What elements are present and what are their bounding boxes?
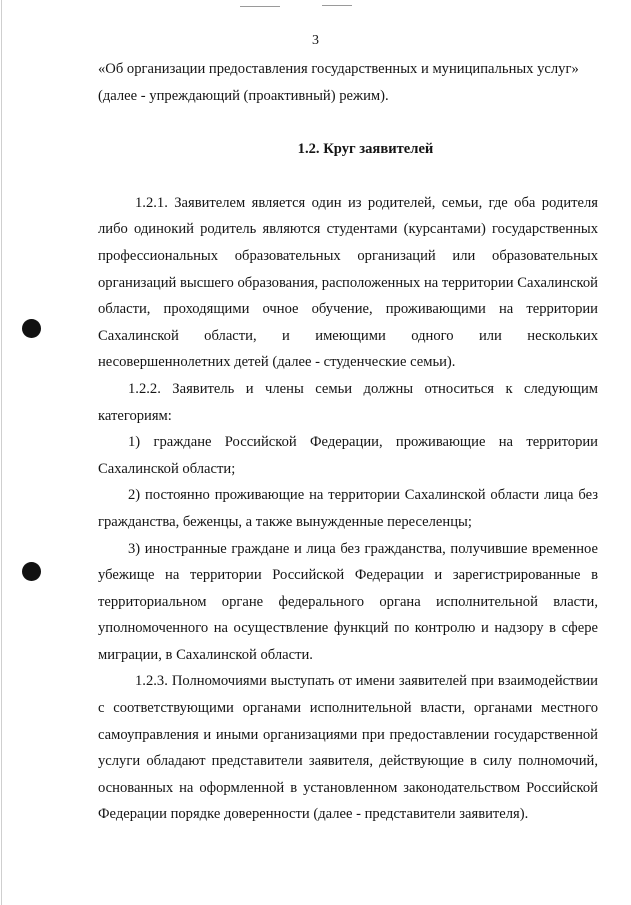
list-item-3: 3) иностранные граждане и лица без гражданства, получившие временное убежище на территории Российской Федерации и зарегистрированные в территориальном органе федерального органа исполнительной власти, уполномоченного на осуществление функций по контролю и надзору в сфере миграции, в Сахалинской области.	[98, 540, 598, 663]
punch-hole	[22, 319, 41, 338]
section-heading: 1.2. Круг заявителей	[297, 141, 434, 158]
document-body	[98, 56, 598, 828]
paragraph-1-2-3: 1.2.3. Полномочиями выступать от имени заявителей при взаимодействии с соответствующими органами исполнительной власти, органами местного самоуправления и иными организациями при предоставлении государственной услуги обладают представители заявителя, действующие в силу полномочий, основанных на оформленной в установленном законодательством Российской Федерации порядке доверенности (далее - представители заявителя).	[98, 673, 598, 823]
list-item-1: 1) граждане Российской Федерации, проживающие на территории Сахалинской области;	[98, 434, 598, 477]
intro-line-1: «Об организации предоставления государственных и муниципальных услуг»	[98, 61, 579, 77]
scan-edge	[1, 0, 2, 905]
list-item-2: 2) постоянно проживающие на территории Сахалинской области лица без гражданства, беженцы, а также вынужденные переселенцы;	[98, 487, 598, 530]
paragraph-1-2-2: 1.2.2. Заявитель и члены семьи должны относиться к следующим категориям:	[98, 380, 598, 424]
page-number: 3	[312, 33, 319, 48]
scan-mark	[240, 6, 280, 7]
punch-hole	[22, 562, 41, 581]
scan-mark	[322, 5, 352, 6]
intro-line-2: (далее - упреждающий (проактивный) режим).	[98, 87, 389, 104]
paragraph-1-2-1: 1.2.1. Заявителем является один из родителей, семьи, где оба родителя либо одинокий родитель являются студентами (курсантами) государственных профессиональных образовательных организаций или образовательных организаций высшего образования, расположенных на территории Сахалинской области, проходящими очное обучение, проживающими на территории Сахалинской области, и имеющими одного или нескольких несовершеннолетних детей (далее - студенческие семьи).	[98, 194, 598, 371]
